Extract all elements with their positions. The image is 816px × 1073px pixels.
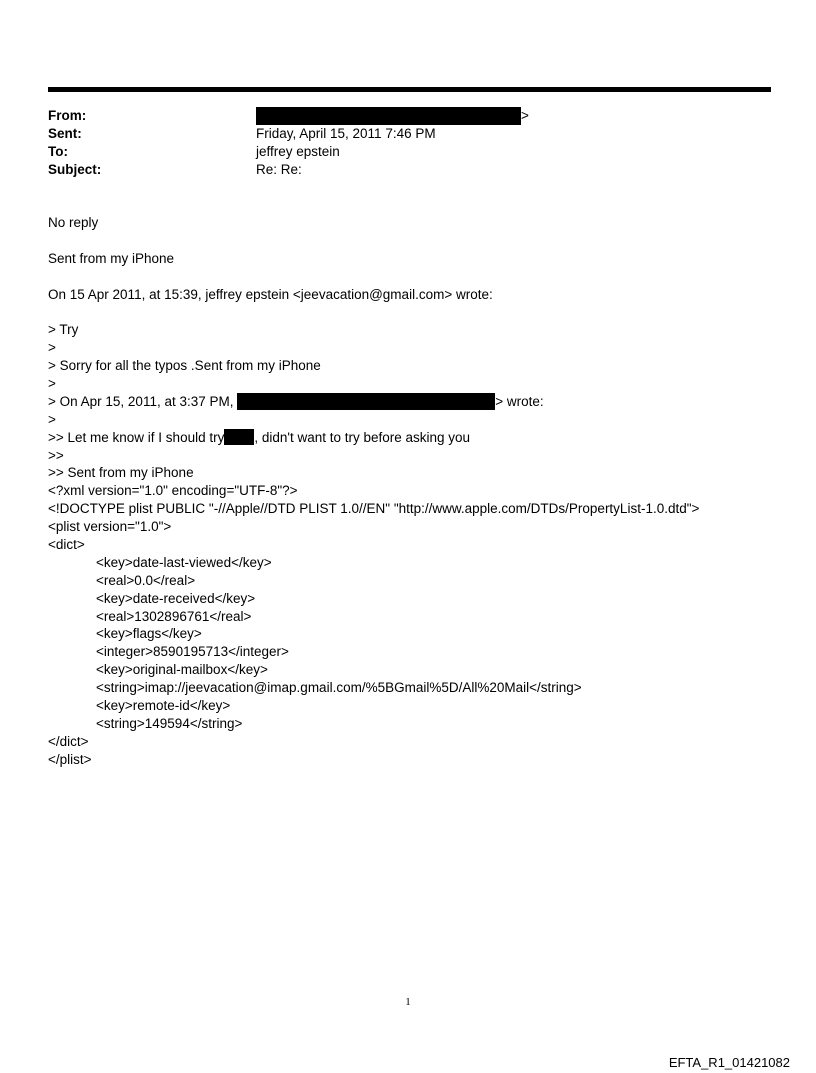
plist-line: <integer>8590195713</integer>	[96, 644, 289, 660]
plist-line: <key>date-last-viewed</key>	[96, 554, 272, 570]
quote-blank: >	[48, 411, 56, 427]
redaction-box	[224, 429, 254, 445]
quote-on-prefix: > On Apr 15, 2011, at 3:37 PM,	[48, 393, 234, 409]
page-number: 1	[405, 996, 411, 1008]
quote-sorry: > Sorry for all the typos .Sent from my iPhone	[48, 358, 321, 374]
plist-line: <real>0.0</real>	[96, 572, 196, 588]
plist-line: <dict>	[48, 537, 85, 553]
plist-line: <plist version="1.0">	[48, 519, 172, 535]
body-no-reply: No reply	[48, 215, 99, 230]
body-wrote-line: On 15 Apr 2011, at 15:39, jeffrey epstein <jeevacation@gmail.com> wrote:	[48, 286, 493, 302]
quote-letme-prefix: >> Let me know if I should try	[48, 429, 225, 445]
plist-line: <string>imap://jeevacation@imap.gmail.com/%5BGmail%5D/All%20Mail</string>	[96, 680, 582, 696]
quote-blank: >>	[48, 447, 64, 463]
quote-letme-line	[48, 429, 788, 447]
plist-line: <!DOCTYPE plist PUBLIC "-//Apple//DTD PLIST 1.0//EN" "http://www.apple.com/DTDs/PropertyList-1.0.dtd">	[48, 501, 700, 517]
plist-line: <string>149594</string>	[96, 715, 243, 731]
subject-value: Re: Re:	[256, 162, 302, 177]
plist-line: <key>flags</key>	[96, 626, 202, 642]
plist-line: </dict>	[48, 733, 89, 749]
from-value	[256, 107, 529, 125]
to-label: To:	[48, 144, 68, 159]
quote-on-suffix: > wrote:	[495, 393, 544, 409]
quote-blank: >	[48, 340, 56, 356]
from-value-suffix: >	[521, 108, 529, 123]
email-body	[48, 214, 788, 769]
subject-label: Subject:	[48, 162, 102, 177]
quote-sent: >> Sent from my iPhone	[48, 465, 194, 481]
quote-try: > Try	[48, 322, 79, 338]
redaction-box	[256, 107, 521, 125]
document-id: EFTA_R1_01421082	[668, 1055, 790, 1070]
quote-on-line	[48, 393, 788, 411]
plist-line: </plist>	[48, 751, 92, 767]
redaction-box	[237, 393, 495, 410]
body-sent-from: Sent from my iPhone	[48, 250, 175, 266]
plist-line: <key>original-mailbox</key>	[96, 662, 268, 678]
plist-line: <real>1302896761</real>	[96, 608, 252, 624]
quote-blank: >	[48, 376, 56, 392]
plist-line: <key>remote-id</key>	[96, 698, 231, 714]
plist-line: <?xml version="1.0" encoding="UTF-8"?>	[48, 483, 298, 499]
sent-label: Sent:	[48, 126, 82, 141]
to-value: jeffrey epstein	[256, 144, 340, 159]
from-label: From:	[48, 108, 87, 123]
header-rule	[48, 87, 771, 92]
quote-letme-suffix: , didn't want to try before asking you	[254, 429, 471, 445]
plist-line: <key>date-received</key>	[96, 590, 256, 606]
sent-value: Friday, April 15, 2011 7:46 PM	[256, 126, 436, 141]
